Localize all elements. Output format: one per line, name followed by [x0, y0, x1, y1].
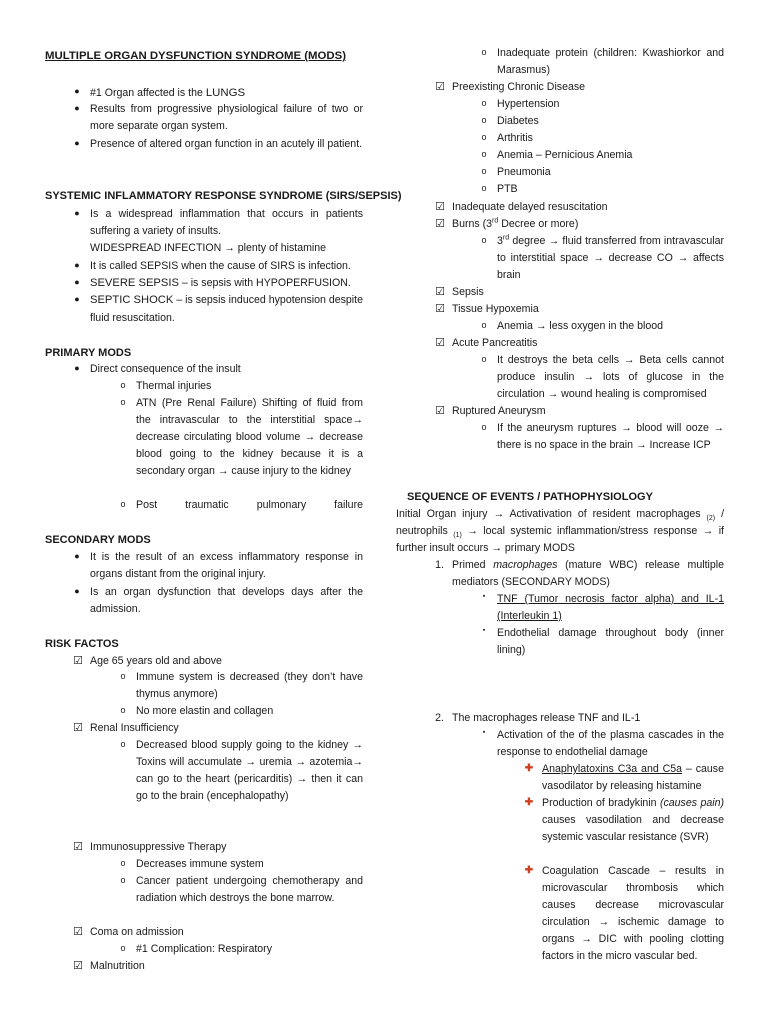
chronic-item: [481, 147, 724, 164]
square-bullet-icon: ▪: [482, 729, 486, 736]
mods-bullet-lungs: [74, 84, 363, 102]
superscript: rd: [502, 234, 510, 242]
causes-pain: (causes pain): [659, 797, 724, 809]
checkbox-icon: ☑: [435, 201, 445, 213]
subscript: (1): [453, 532, 462, 540]
risk-sub-text: If the aneurysm ruptures → blood will ooze → there is no space in the brain → Increase ICP: [497, 422, 724, 451]
risk-label: Ruptured Aneurysm: [452, 405, 546, 417]
chronic-item-text: Pneumonia: [497, 166, 551, 178]
sirs-bullet-sepsis: [74, 258, 363, 275]
chronic-item: [481, 164, 724, 181]
plasma-cascade-text: Activation of the of the plasma cascades in the response to endothelial damage: [497, 729, 724, 758]
circle-bullet-icon: o: [481, 98, 487, 108]
risk-age-elastin: [120, 703, 363, 720]
risk-sub-text: Inadequate protein (children: Kwashiorkor and Marasmus): [497, 47, 724, 76]
risk-label: Coma on admission: [90, 926, 184, 938]
risk-aneurysm-ooze: [481, 420, 724, 454]
severe-sepsis-def: – is sepsis with HYPOPERFUSION.: [178, 277, 351, 289]
sequence-intro-text: / neutrophils: [396, 508, 725, 537]
risk-chronic: [435, 79, 724, 96]
risk-coma-complication: [120, 941, 363, 958]
risk-hypoxemia: [435, 301, 724, 318]
risk-sub-text: Anemia → less oxygen in the blood: [497, 320, 664, 332]
septic-shock-term: SEPTIC SHOCK: [90, 294, 174, 306]
risk-burns-degree: [481, 233, 724, 284]
circle-bullet-icon: o: [120, 943, 126, 953]
circle-bullet-icon: o: [120, 875, 126, 885]
risk-label: Preexisting Chronic Disease: [452, 81, 586, 93]
checkbox-icon: ☑: [435, 81, 445, 93]
bullet-icon: ●: [74, 86, 80, 96]
chronic-item: [481, 113, 724, 130]
secondary-bullet-excess: [74, 549, 363, 583]
checkbox-icon: ☑: [73, 960, 83, 972]
risk-label: Renal Insufficiency: [90, 722, 179, 734]
risk-age: [73, 653, 363, 670]
risk-sub-text-rest: degree → fluid transferred from intravascular to interstitial space → decrease CO → affects brain: [497, 235, 724, 281]
bullet-icon: ●: [74, 551, 80, 561]
bradykinin-text: Production of bradykinin: [542, 797, 660, 809]
risk-sub-text: Immune system is decreased (they don’t have thymus anymore): [136, 671, 363, 700]
step-1-tnf: [482, 591, 724, 625]
primary-sub-thermal: [120, 378, 363, 395]
circle-bullet-icon: o: [481, 422, 487, 432]
circle-bullet-icon: o: [481, 115, 487, 125]
circle-bullet-icon: o: [481, 132, 487, 142]
square-bullet-icon: ▪: [482, 593, 486, 600]
risk-sepsis: [435, 284, 724, 301]
risk-pancreatitis-beta: [481, 352, 724, 403]
secondary-bullet-text: It is the result of an excess inflammatory response in organs distant from the original injury.: [90, 551, 363, 580]
anaphylatoxins-term: Anaphylatoxins C3a and C5a: [542, 763, 683, 775]
risk-label: Tissue Hypoxemia: [452, 303, 539, 315]
cascade-anaphylatoxins: [524, 761, 724, 795]
checkbox-icon: ☑: [435, 286, 445, 298]
sirs-bullet-widespread: [74, 206, 363, 257]
step-1-endothelial: [482, 625, 724, 659]
checkbox-icon: ☑: [73, 655, 83, 667]
lungs-highlight: LUNGS: [205, 87, 246, 99]
risk-renal: [73, 720, 363, 737]
risk-sub-text: It destroys the beta cells → Beta cells cannot produce insulin → lots of glucose in the circulation → wound healing is compromised: [497, 354, 724, 400]
macrophages-term: macrophages: [493, 559, 558, 571]
circle-bullet-icon: o: [120, 705, 126, 715]
risk-sub-text: 3: [497, 235, 503, 247]
step-text-rest: (mature WBC) release multiple mediators (SECONDARY MODS): [452, 559, 725, 588]
primary-sub-text: Post traumatic pulmonary failure: [136, 499, 363, 511]
chronic-item: [481, 96, 724, 113]
primary-sub-pulmonary: [120, 497, 363, 514]
severe-sepsis-term: SEVERE SEPSIS: [90, 277, 179, 289]
bullet-icon: ●: [74, 586, 80, 596]
risk-sub-text: Decreases immune system: [136, 858, 264, 870]
bullet-icon: ●: [74, 294, 80, 304]
circle-bullet-icon: o: [120, 397, 126, 407]
circle-bullet-icon: o: [481, 354, 487, 364]
sirs-bullet-septic-shock: [74, 292, 363, 327]
subscript: (2): [706, 515, 716, 523]
risk-immuno-cancer: [120, 873, 363, 907]
flag-bullet-icon: ✚: [524, 865, 534, 876]
risk-malnutrition: [73, 958, 363, 975]
primary-sub-text: Thermal injuries: [136, 380, 212, 392]
risk-sub-text: Decreased blood supply going to the kidney → Toxins will accumulate → uremia → azotemia→ can go to the heart (pericarditis) → then it can go to the brain (encephalopathy): [136, 739, 363, 802]
sequence-step-2: [435, 710, 724, 727]
cascade-bradykinin: [524, 795, 724, 846]
primary-mods-heading: PRIMARY MODS: [45, 347, 132, 359]
checkbox-icon: ☑: [435, 337, 445, 349]
circle-bullet-icon: o: [481, 166, 487, 176]
tnf-il1-text: TNF (Tumor necrosis factor alpha) and IL-1 (Interleukin 1): [497, 593, 724, 622]
circle-bullet-icon: o: [120, 380, 126, 390]
circle-bullet-icon: o: [481, 320, 487, 330]
risk-immunosuppressive: [73, 839, 363, 856]
sequence-intro-text: → local systemic inflammation/stress response → if further insult occurs → primary MODS: [396, 524, 724, 554]
bullet-icon: ●: [74, 277, 80, 287]
bradykinin-text-rest: causes vasodilation and decrease systemic vascular resistance (SVR): [542, 813, 724, 843]
mods-bullet-text: Presence of altered organ function in an acutely ill patient.: [90, 138, 363, 150]
risk-label-rest: Decree or more): [498, 218, 579, 230]
bullet-icon: ●: [74, 103, 80, 113]
chronic-item: [481, 130, 724, 147]
primary-sub-atn: [120, 395, 363, 480]
sirs-heading: SYSTEMIC INFLAMMATORY RESPONSE SYNDROME (SIRS/SEPSIS): [45, 190, 402, 202]
circle-bullet-icon: o: [481, 47, 487, 57]
risk-label: Inadequate delayed resuscitation: [452, 201, 608, 213]
risk-hypoxemia-anemia: [481, 318, 724, 335]
circle-bullet-icon: o: [120, 499, 126, 509]
sirs-bullet-text: Is a widespread inflammation that occurs in patients suffering a variety of insults.: [90, 208, 363, 237]
risk-sub-text: No more elastin and collagen: [136, 705, 274, 717]
flag-bullet-icon: ✚: [524, 763, 534, 774]
risk-mal-protein: [481, 45, 724, 79]
step-2-plasma: [482, 727, 724, 761]
checkbox-icon: ☑: [435, 218, 445, 230]
coagulation-text: Coagulation Cascade – results in microvascular thrombosis which causes decrease microvascular circulation → ischemic damage to organs → DIC with pooling clotting factors in the micro vascular bed.: [542, 865, 724, 962]
checkbox-icon: ☑: [73, 722, 83, 734]
bullet-icon: ●: [74, 363, 80, 373]
risk-label: Age 65 years old and above: [90, 655, 222, 667]
checkbox-icon: ☑: [73, 926, 83, 938]
risk-label: Acute Pancreatitis: [452, 337, 538, 349]
secondary-bullet-text: Is an organ dysfunction that develops days after the admission.: [90, 586, 363, 615]
circle-bullet-icon: o: [481, 183, 487, 193]
bullet-icon: ●: [74, 208, 80, 218]
step-text: Primed: [452, 559, 494, 571]
risk-sub-text: #1 Complication: Respiratory: [136, 943, 273, 955]
bullet-icon: ●: [74, 260, 80, 270]
chronic-item: [481, 181, 724, 198]
secondary-bullet-dysfunction: [74, 584, 363, 618]
mods-bullet-progressive: [74, 101, 363, 135]
chronic-item-text: Diabetes: [497, 115, 539, 127]
risk-sub-text: Cancer patient undergoing chemotherapy and radiation which destroys the bone marrow.: [136, 875, 363, 904]
mods-bullet-altered: [74, 136, 363, 153]
sequence-intro: [396, 506, 724, 557]
sequence-intro-text: Initial Organ injury → Activativation of resident macrophages: [396, 508, 707, 520]
cascade-coagulation: [524, 863, 724, 965]
risk-label: Malnutrition: [90, 960, 145, 972]
sirs-bullet-severe-sepsis: [74, 275, 363, 293]
risk-label: Sepsis: [452, 286, 484, 298]
sirs-bullet-text: It is called SEPSIS when the cause of SIRS is infection.: [90, 260, 351, 272]
sequence-heading: SEQUENCE OF EVENTS / PATHOPHYSIOLOGY: [407, 491, 653, 503]
risk-coma: [73, 924, 363, 941]
superscript: rd: [492, 217, 499, 225]
risk-burns: [435, 216, 724, 233]
endothelial-text: Endothelial damage throughout body (inner lining): [497, 627, 724, 656]
secondary-mods-heading: SECONDARY MODS: [45, 534, 151, 546]
sequence-step-1: [435, 557, 725, 591]
risk-pancreatitis: [435, 335, 724, 352]
risk-age-immune: [120, 669, 363, 703]
risk-delayed: [435, 199, 724, 216]
square-bullet-icon: ▪: [482, 627, 486, 634]
circle-bullet-icon: o: [481, 149, 487, 159]
step-number: 1.: [435, 559, 444, 571]
risk-label: Burns (3: [452, 218, 493, 230]
circle-bullet-icon: o: [120, 671, 126, 681]
checkbox-icon: ☑: [435, 303, 445, 315]
risk-label: Immunosuppressive Therapy: [90, 841, 227, 853]
primary-sub-text: ATN (Pre Renal Failure) Shifting of fluid from the intravascular to the interstitial space→ decrease circulating blood volume → decrease blood going to the kidney because it is a secondary organ → cause injury to the kidney: [136, 397, 363, 477]
circle-bullet-icon: o: [120, 739, 126, 749]
septic-shock-def: – is sepsis induced hypotension despite fluid resuscitation.: [90, 294, 363, 324]
chronic-item-text: PTB: [497, 183, 518, 195]
circle-bullet-icon: o: [481, 235, 487, 245]
bullet-icon: ●: [74, 138, 80, 148]
chronic-item-text: Arthritis: [497, 132, 533, 144]
risk-aneurysm: [435, 403, 724, 420]
primary-bullet-text: Direct consequence of the insult: [90, 363, 241, 375]
anaphylatoxins-def: – cause vasodilator by releasing histamine: [542, 763, 724, 792]
step-text: The macrophages release TNF and IL-1: [452, 712, 641, 724]
circle-bullet-icon: o: [120, 858, 126, 868]
mods-bullet-text: #1 Organ affected is the: [90, 87, 206, 99]
checkbox-icon: ☑: [435, 405, 445, 417]
sirs-widespread-infection: WIDESPREAD INFECTION → plenty of histamine: [90, 241, 327, 254]
step-number: 2.: [435, 712, 444, 724]
checkbox-icon: ☑: [73, 841, 83, 853]
chronic-item-text: Anemia – Pernicious Anemia: [497, 149, 633, 161]
risk-factors-heading: RISK FACTOS: [45, 638, 119, 650]
mods-bullet-text: Results from progressive physiological failure of two or more separate organ system.: [90, 103, 363, 132]
risk-renal-blood: [120, 737, 363, 805]
document-title: MULTIPLE ORGAN DYSFUNCTION SYNDROME (MODS): [45, 50, 347, 62]
risk-immuno-decreases: [120, 856, 363, 873]
primary-bullet-direct: [74, 361, 363, 378]
flag-bullet-icon: ✚: [524, 797, 534, 808]
chronic-item-text: Hypertension: [497, 98, 560, 110]
